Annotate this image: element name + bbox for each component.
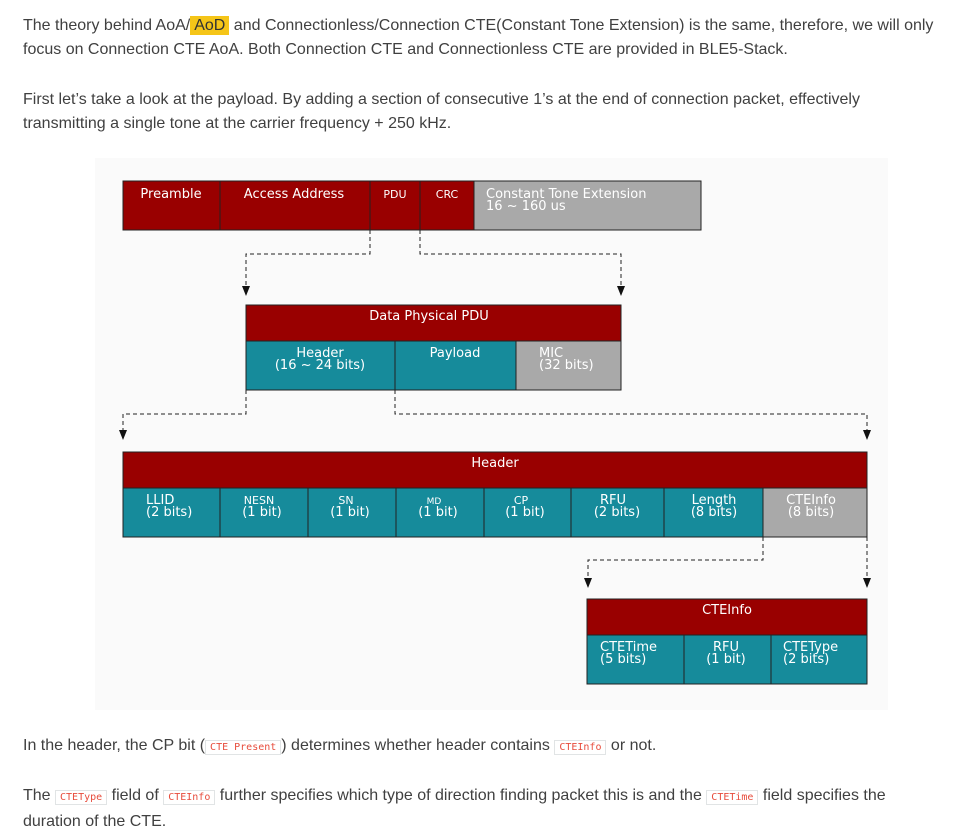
arrow-cteinfo-left xyxy=(584,578,592,588)
header-field-cteinfo-name: CTEInfo xyxy=(786,493,836,508)
header-field-llid-bits: (2 bits) xyxy=(146,505,193,520)
intro-text-1a: The theory behind AoA/ xyxy=(23,17,191,34)
cteinfo-title: CTEInfo xyxy=(702,603,752,618)
cte-packet-diagram xyxy=(95,158,888,710)
outro-text-1b: ) determines whether header contains xyxy=(281,737,555,754)
diagram-svg xyxy=(95,158,888,710)
outro-paragraph-1 xyxy=(23,734,943,760)
intro-text-1b: and Connectionless/Connection CTE(Constant Tone Extension) is the same, therefore, we will only focus on Connection CTE AoA. Both Connection CTE and Connectionless CTE are provided in BLE5-Stack. xyxy=(23,17,934,58)
cte-label-line2: 16 ~ 160 us xyxy=(486,199,566,214)
header-field-rfu-bits: (2 bits) xyxy=(593,505,641,520)
cteinfo-field-ctetime-bits: (5 bits) xyxy=(600,652,647,667)
header-field-length-bits: (8 bits) xyxy=(690,505,738,520)
header-field-md-name: MD xyxy=(426,497,442,507)
outro-text-2d: field specifies the duration of the CTE. xyxy=(23,787,886,830)
header-field-md-bits: (1 bit) xyxy=(418,505,458,520)
intro-paragraph-1 xyxy=(23,14,943,62)
outro-text-2a: The xyxy=(23,787,56,804)
cteinfo-row xyxy=(587,599,867,684)
pdu-mic-line2: (32 bits) xyxy=(539,358,594,373)
intro-paragraph-2: First let’s take a look at the payload. By adding a section of consecutive 1’s at the end of connection packet, effectively transmitting a single tone at the carrier frequency + 250 kHz. xyxy=(23,91,860,132)
pdu-payload-label: Payload xyxy=(429,346,481,361)
code-cte-present: CTE Present xyxy=(205,740,281,755)
connector-pdu-right xyxy=(420,230,621,286)
pdu-header-line2: (16 ~ 24 bits) xyxy=(274,358,366,373)
preamble-label: Preamble xyxy=(140,187,202,202)
cteinfo-field-rfu-name: RFU xyxy=(712,640,740,655)
connector-pdu-left xyxy=(246,230,370,286)
data-pdu-row xyxy=(246,305,621,390)
cte-label-line1: Constant Tone Extension xyxy=(486,187,647,202)
cteinfo-field-ctetime-name: CTETime xyxy=(600,640,658,655)
arrow-header-left xyxy=(119,430,127,440)
header-field-sn-bits: (1 bit) xyxy=(330,505,370,520)
outro-text-1c: or not. xyxy=(606,737,657,754)
outro-text-2c: further specifies which type of direction finding packet this is and the xyxy=(215,787,707,804)
outro-text-1a: In the header, the CP bit ( xyxy=(23,737,206,754)
connector-header-right xyxy=(395,390,867,430)
access-address-label: Access Address xyxy=(243,187,345,202)
packet-row xyxy=(123,181,701,230)
header-field-llid-name: LLID xyxy=(146,493,175,508)
header-field-nesn-bits: (1 bit) xyxy=(242,505,282,520)
header-field-cp-bits: (1 bit) xyxy=(505,505,545,520)
connector-header-left xyxy=(123,390,246,430)
cteinfo-field-ctetype-name: CTEType xyxy=(783,640,839,655)
code-cteinfo-1: CTEInfo xyxy=(554,740,606,755)
header-field-cteinfo-bits: (8 bits) xyxy=(787,505,835,520)
crc-label: CRC xyxy=(435,188,459,201)
pdu-mic-line1: MIC xyxy=(539,346,564,361)
header-field-rfu-name: RFU xyxy=(599,493,627,508)
header-title: Header xyxy=(471,456,519,471)
header-row xyxy=(123,452,867,537)
code-ctetime: CTETime xyxy=(706,790,758,805)
pdu-label: PDU xyxy=(383,188,407,201)
arrow-header-right xyxy=(863,430,871,440)
header-field-cp-name: CP xyxy=(513,494,529,507)
header-field-length-name: Length xyxy=(691,493,737,508)
search-highlight: AoD xyxy=(190,16,229,35)
data-pdu-title: Data Physical PDU xyxy=(369,309,489,324)
cteinfo-field-rfu-bits: (1 bit) xyxy=(706,652,746,667)
arrow-pdu-left xyxy=(242,286,250,296)
code-ctetype: CTEType xyxy=(55,790,107,805)
code-cteinfo-2: CTEInfo xyxy=(163,790,215,805)
header-field-nesn-name: NESN xyxy=(243,494,275,507)
pdu-header-line1: Header xyxy=(296,346,344,361)
arrow-cteinfo-right xyxy=(863,578,871,588)
outro-paragraph-2 xyxy=(23,784,943,834)
header-field-sn-name: SN xyxy=(338,494,354,507)
arrow-pdu-right xyxy=(617,286,625,296)
cteinfo-field-ctetype-bits: (2 bits) xyxy=(783,652,830,667)
outro-text-2b: field of xyxy=(107,787,164,804)
connector-cteinfo-left xyxy=(588,537,763,578)
